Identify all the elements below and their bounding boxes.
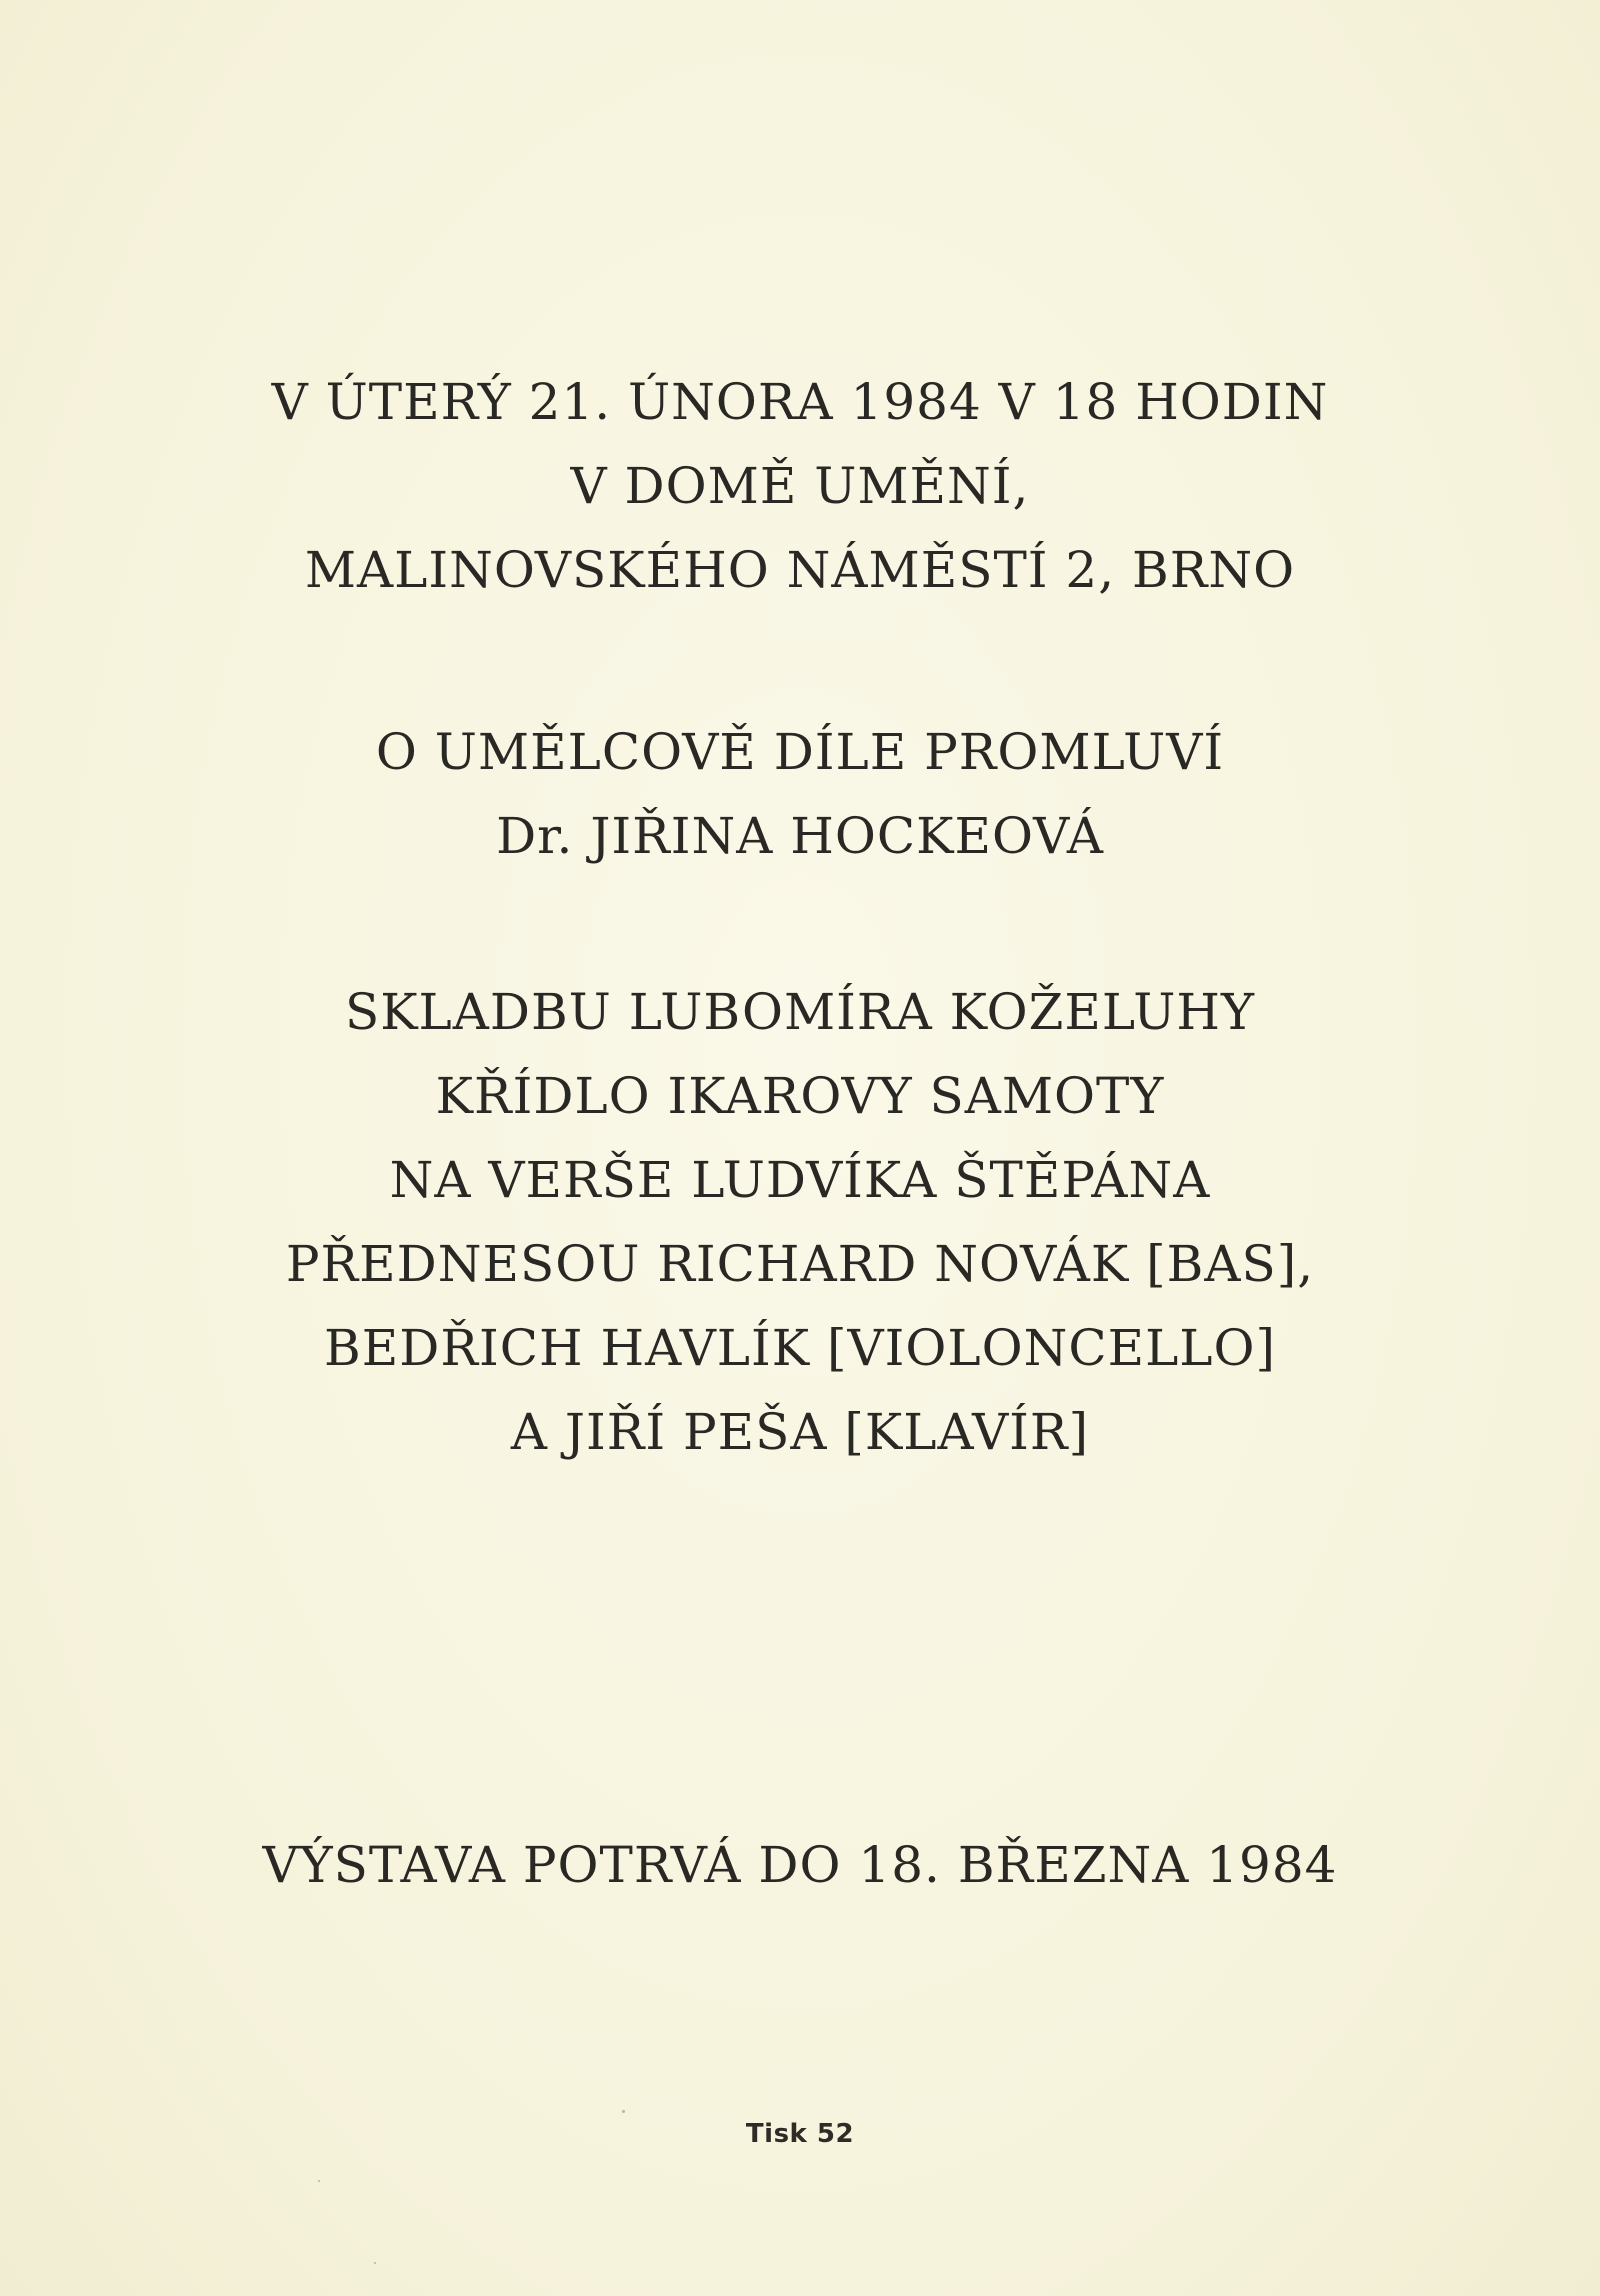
music-line-composer: SKLADBU LUBOMÍRA KOŽELUHY	[344, 983, 1256, 1041]
paper-speck	[374, 2262, 376, 2264]
event-date-line: V ÚTERÝ 21. ÚNORA 1984 V 18 HODIN	[271, 373, 1329, 431]
event-venue-line: V DOMĚ UMĚNÍ,	[570, 457, 1030, 515]
exhibition-end-line: VÝSTAVA POTRVÁ DO 18. BŘEZNA 1984	[262, 1836, 1338, 1894]
paper-speck	[622, 2110, 625, 2113]
print-mark: Tisk 52	[745, 2119, 855, 2149]
music-line-performer-piano: A JIŘÍ PEŠA [KLAVÍR]	[510, 1403, 1090, 1461]
event-address-line: MALINOVSKÉHO NÁMĚSTÍ 2, BRNO	[304, 541, 1296, 599]
speaker-name-line: Dr. JIŘINA HOCKEOVÁ	[496, 807, 1104, 865]
music-line-verses: NA VERŠE LUDVÍKA ŠTĚPÁNA	[389, 1151, 1211, 1209]
paper-speck	[318, 2180, 320, 2182]
music-line-title: KŘÍDLO IKAROVY SAMOTY	[435, 1067, 1165, 1125]
music-line-performer-cello: BEDŘICH HAVLÍK [VIOLONCELLO]	[324, 1319, 1276, 1377]
music-line-performer-bass: PŘEDNESOU RICHARD NOVÁK [BAS],	[285, 1235, 1315, 1293]
speaker-intro-line: O UMĚLCOVĚ DÍLE PROMLUVÍ	[375, 723, 1225, 781]
